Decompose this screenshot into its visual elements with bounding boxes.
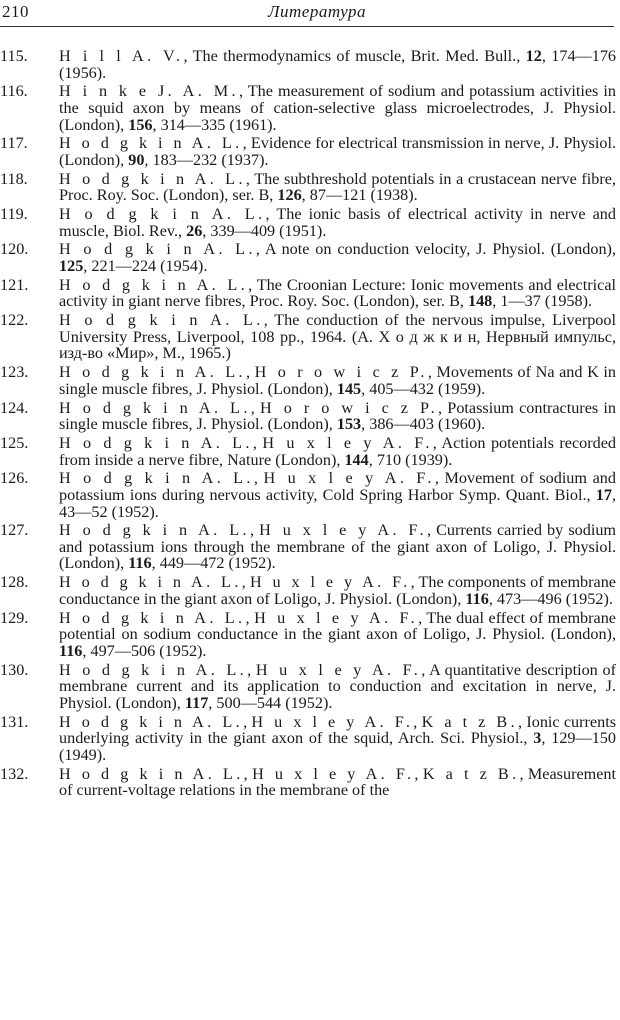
reference-text <box>59 135 616 168</box>
volume-number: 148 <box>467 292 493 311</box>
author-name: K a t z B. <box>422 764 520 783</box>
citation-text: , Movement of sodium and potassium ions during nervous activity, Cold Spring Harbor Symp. Quant. Biol., <box>59 469 616 504</box>
reference-text <box>59 400 616 433</box>
citation-text: , <box>414 764 423 783</box>
citation-text: , 183—232 (1937). <box>144 150 269 169</box>
reference-text <box>59 206 616 239</box>
author-name: H i n k e J. A. M. <box>59 82 239 101</box>
reference-number: 127. <box>0 521 29 540</box>
author-name: H o d g k i n A. L. <box>59 363 246 382</box>
reference-text <box>59 364 616 397</box>
author-name: H o d g k i n A. L. <box>59 469 254 488</box>
volume-number: 116 <box>128 554 152 573</box>
reference-number: 130. <box>0 660 29 679</box>
citation-text: , A note on conduction velocity, J. Physiol. (London), <box>255 240 616 259</box>
author-name: H o d g k i n A. L. <box>59 521 250 540</box>
volume-number: 17 <box>595 485 612 504</box>
author-name: H u x l e y A. F. <box>262 433 433 452</box>
reference-number: 118. <box>0 169 28 188</box>
volume-number: 156 <box>128 115 153 134</box>
citation-text: , 449—472 (1952). <box>151 554 276 573</box>
citation-text: , 497—506 (1952). <box>82 641 207 660</box>
reference-number: 122. <box>0 311 29 330</box>
citation-text: , 710 (1939). <box>368 450 453 469</box>
citation-text: , Measurement of current-voltage relations in the membrane of the <box>59 764 617 800</box>
citation-text: , The thermodynamics of muscle, Brit. Med. Bull., <box>183 47 526 65</box>
citation-text: , The ionic basis of electrical activity in nerve and muscle, Biol. Rev., <box>59 205 616 240</box>
reference-number: 132. <box>0 764 29 783</box>
volume-number: 117 <box>184 693 209 712</box>
author-name: H o d g k i n A. L. <box>59 134 243 153</box>
reference-item <box>0 171 616 204</box>
reference-item <box>0 364 616 397</box>
reference-text <box>59 48 616 81</box>
citation-text: , The measurement of sodium and potassium activities in the squid axon by means of cation-selective glass microelectrodes, J. Physiol. (London), <box>59 82 617 134</box>
volume-number: 3 <box>533 729 542 748</box>
citation-text: , The conduction of the nervous impulse, Liverpool University Press, Liverpool, 108 pp., 1964. (A. Х о д ж к и н, Нервный импульс, изд-во «Мир», М., 1965.) <box>59 311 616 363</box>
reference-text <box>59 766 616 799</box>
author-name: H o d g k i n A. L. <box>59 275 249 294</box>
citation-text: , 386—403 (1960). <box>361 415 486 434</box>
author-name: H o d g k i n A. L. <box>59 169 246 188</box>
citation-text: , <box>413 712 422 731</box>
author-name: H o d g k i n A. L. <box>59 433 253 452</box>
citation-text: , <box>241 573 250 592</box>
reference-item <box>0 241 616 274</box>
page-number: 210 <box>2 2 29 21</box>
citation-text: , 314—335 (1961). <box>152 115 277 134</box>
citation-text: , A quantitative description of membrane current and its application to conduction and excitation in nerve, J. Physiol. (London), <box>59 660 616 712</box>
reference-item <box>0 400 616 433</box>
citation-text: , <box>247 660 256 679</box>
reference-text <box>59 714 616 764</box>
citation-text: , The components of membrane conductance in the giant axon of Loligo, J. Physiol. (London), <box>59 573 616 608</box>
reference-number: 126. <box>0 469 29 488</box>
citation-text: , 87—121 (1938). <box>301 186 418 205</box>
reference-number: 119. <box>0 205 28 224</box>
reference-item <box>0 435 616 468</box>
citation-text: , <box>252 433 263 452</box>
volume-number: 26 <box>186 221 203 240</box>
citation-text: , <box>250 398 261 417</box>
citation-text: , <box>253 469 264 488</box>
reference-number: 124. <box>0 398 29 417</box>
author-name: H u x l e y A. F. <box>249 573 411 592</box>
volume-number: 116 <box>465 589 489 608</box>
author-name: H u x l e y A. F. <box>255 660 422 679</box>
citation-text: , <box>249 521 260 540</box>
reference-item <box>0 277 616 310</box>
citation-text: , Currents carried by sodium and potassium ions through the membrane of the giant axon of Loligo, J. Physiol. (London), <box>59 521 616 573</box>
reference-number: 123. <box>0 363 29 382</box>
citation-text: , The dual effect of membrane potential on sodium conductance in the giant axon of Loligo, J. Physiol. (London), <box>59 608 616 644</box>
citation-text: , The Croonian Lecture: Ionic movements and electrical activity in giant nerve fibres, Proc. Roy. Soc. (London), ser. B, <box>59 275 616 311</box>
citation-text: , 473—496 (1952). <box>488 589 613 608</box>
reference-item <box>0 470 616 520</box>
reference-list <box>0 48 616 801</box>
citation-text: , Ionic currents underlying activity in the giant axon of the squid, Arch. Sci. Physiol., <box>59 712 616 748</box>
citation-text: , 129—150 (1949). <box>59 729 616 764</box>
author-name: H o d g k i n A. L. <box>59 573 242 592</box>
volume-number: 125 <box>59 257 84 276</box>
reference-text <box>59 470 616 520</box>
author-name: H o r o w i c z P. <box>260 398 439 417</box>
citation-text: , 221—224 (1954). <box>83 257 208 276</box>
reference-text <box>59 662 616 712</box>
citation-text: , The subthreshold potentials in a crustacean nerve fibre, Proc. Roy. Soc. (London), ser. B, <box>59 169 616 205</box>
reference-item <box>0 48 616 81</box>
author-name: H o d g k i n A. L. <box>59 764 244 783</box>
reference-text <box>59 83 616 133</box>
reference-number: 128. <box>0 573 29 592</box>
author-name: H o r o w i c z P. <box>254 363 428 382</box>
author-name: H o d g k i n A. L. <box>59 205 266 224</box>
citation-text: , 339—409 (1951). <box>202 221 327 240</box>
author-name: H u x l e y A. F. <box>252 764 415 783</box>
citation-text: , Evidence for electrical transmission in nerve, J. Physiol. (London), <box>59 134 616 169</box>
citation-text: , <box>245 608 255 627</box>
citation-text: , 405—432 (1959). <box>361 379 486 398</box>
author-name: H o d g k i n A. L. <box>59 712 244 731</box>
reference-item <box>0 206 616 239</box>
reference-text <box>59 435 616 468</box>
author-name: H o d g k i n A. L. <box>59 660 248 679</box>
citation-text: , Movements of Na and K in single muscle fibres, J. Physiol. (London), <box>59 363 617 398</box>
reference-number: 129. <box>0 608 29 627</box>
citation-text: , <box>245 363 255 382</box>
running-title: Литература <box>268 2 367 21</box>
author-name: H o d g k i n A. L. <box>59 608 246 627</box>
author-name: H u x l e y A. F. <box>254 608 419 627</box>
citation-text: , Action potentials recorded from inside a nerve fibre, Nature (London), <box>59 433 616 469</box>
citation-text: , 1—37 (1958). <box>492 292 593 311</box>
volume-number: 90 <box>128 150 145 169</box>
reference-item <box>0 766 616 799</box>
volume-number: 145 <box>336 379 362 398</box>
reference-item <box>0 312 616 362</box>
author-name: H u x l e y A. F. <box>251 712 414 731</box>
author-name: H o d g k i n A. L. <box>59 311 264 330</box>
citation-text: , Potassium contractures in single muscle fibres, J. Physiol. (London), <box>59 398 616 434</box>
author-name: H o d g k i n A. L. <box>59 240 256 259</box>
reference-number: 125. <box>0 433 29 452</box>
reference-text <box>59 277 616 310</box>
volume-number: 126 <box>277 186 302 205</box>
reference-text <box>59 610 616 660</box>
citation-text: , <box>243 764 253 783</box>
reference-number: 121. <box>0 275 29 294</box>
author-name: H i l l A. V. <box>59 47 184 65</box>
citation-text: , <box>243 712 252 731</box>
author-name: H o d g k i n A. L. <box>59 398 251 417</box>
reference-item <box>0 714 616 764</box>
author-name: K a t z B. <box>421 712 519 731</box>
reference-item <box>0 574 616 607</box>
volume-number: 116 <box>59 641 83 660</box>
reference-item <box>0 662 616 712</box>
reference-number: 131. <box>0 712 29 731</box>
reference-text <box>59 312 616 362</box>
reference-item <box>0 135 616 168</box>
author-name: H u x l e y A. F. <box>259 521 427 540</box>
volume-number: 144 <box>344 450 369 469</box>
citation-text: , 500—544 (1952). <box>208 693 333 712</box>
reference-number: 116. <box>0 82 28 101</box>
citation-text: , 174—176 (1956). <box>59 47 617 82</box>
reference-number: 117. <box>0 134 28 153</box>
reference-text <box>59 574 616 607</box>
reference-number: 115. <box>0 47 28 65</box>
reference-number: 120. <box>0 240 29 259</box>
reference-item <box>0 610 616 660</box>
volume-number: 153 <box>336 415 362 434</box>
reference-text <box>59 241 616 274</box>
reference-item <box>0 83 616 133</box>
reference-item <box>0 522 616 572</box>
running-head <box>0 0 614 27</box>
author-name: H u x l e y A. F. <box>263 469 435 488</box>
volume-number: 12 <box>525 47 542 65</box>
citation-text: , 43—52 (1952). <box>59 485 616 521</box>
reference-text <box>59 522 616 572</box>
reference-text <box>59 171 616 204</box>
